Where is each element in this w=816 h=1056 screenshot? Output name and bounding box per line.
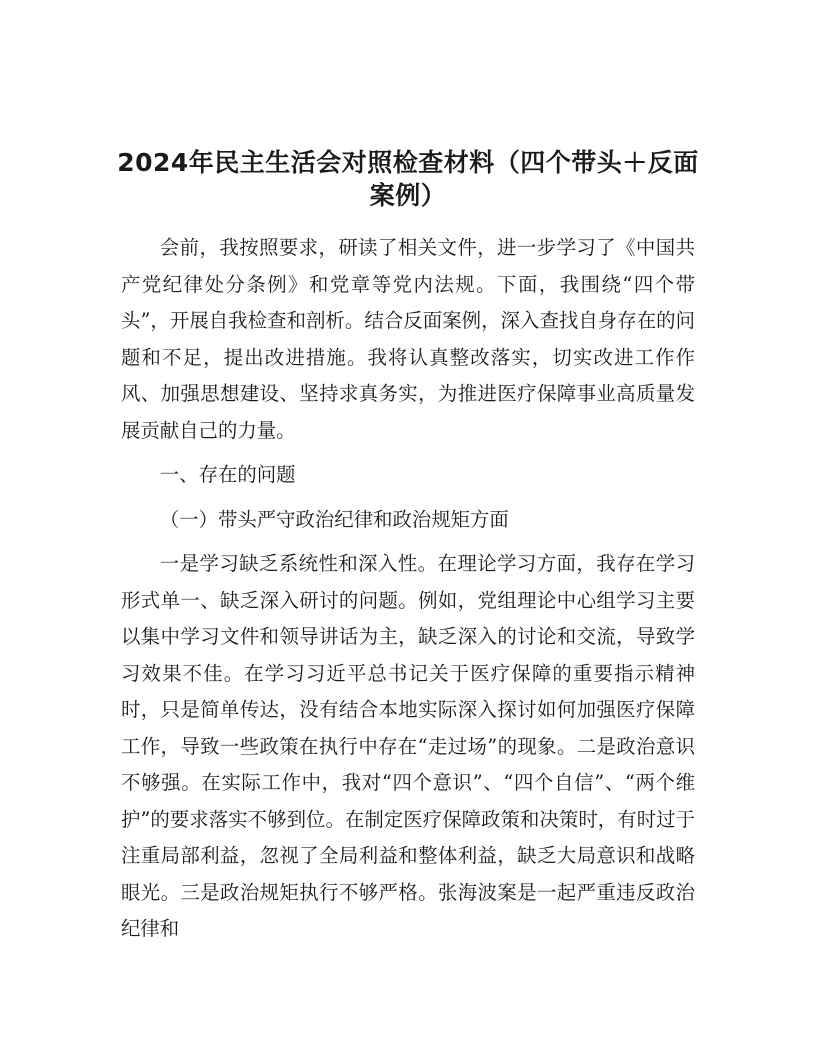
document-title: 2024年民主生活会对照检查材料（四个带头＋反面案例） <box>117 148 699 210</box>
body-paragraph: 一是学习缺乏系统性和深入性。在理论学习方面，我存在学习形式单一、缺乏深入研讨的问题。例如，党组理论中心组学习主要以集中学习文件和领导讲话为主，缺乏深入的讨论和交流，导致学习效果不佳。在学习习近平总书记关于医疗保障的重要指示精神时，只是简单传达，没有结合本地实际深入探讨如何加强医疗保障工作，导致一些政策在执行中存在“走过场”的现象。二是政治意识不够强。在实际工作中，我对“四个意识”、“四个自信”、“两个维护”的要求落实不够到位。在制定医疗保障政策和决策时，有时过于注重局部利益，忽视了全局利益和整体利益，缺乏大局意识和战略眼光。三是政治规矩执行不够严格。张海波案是一起严重违反政治纪律和 <box>121 552 695 940</box>
subsection-heading: （一）带头严守政治纪律和政治规矩方面 <box>159 507 509 531</box>
section-heading: 一、存在的问题 <box>159 463 296 486</box>
document-body <box>121 230 695 956</box>
intro-paragraph: 会前，我按照要求，研读了相关文件，进一步学习了《中国共产党纪律处分条例》和党章等党内法规。下面，我围绕“四个带头”，开展自我检查和剖析。结合反面案例，深入查找自身存在的问题和不足，提出改进措施。我将认真整改落实，切实改进工作作风、加强思想建设、坚持求真务实，为推进医疗保障事业高质量发展贡献自己的力量。 <box>121 236 695 442</box>
